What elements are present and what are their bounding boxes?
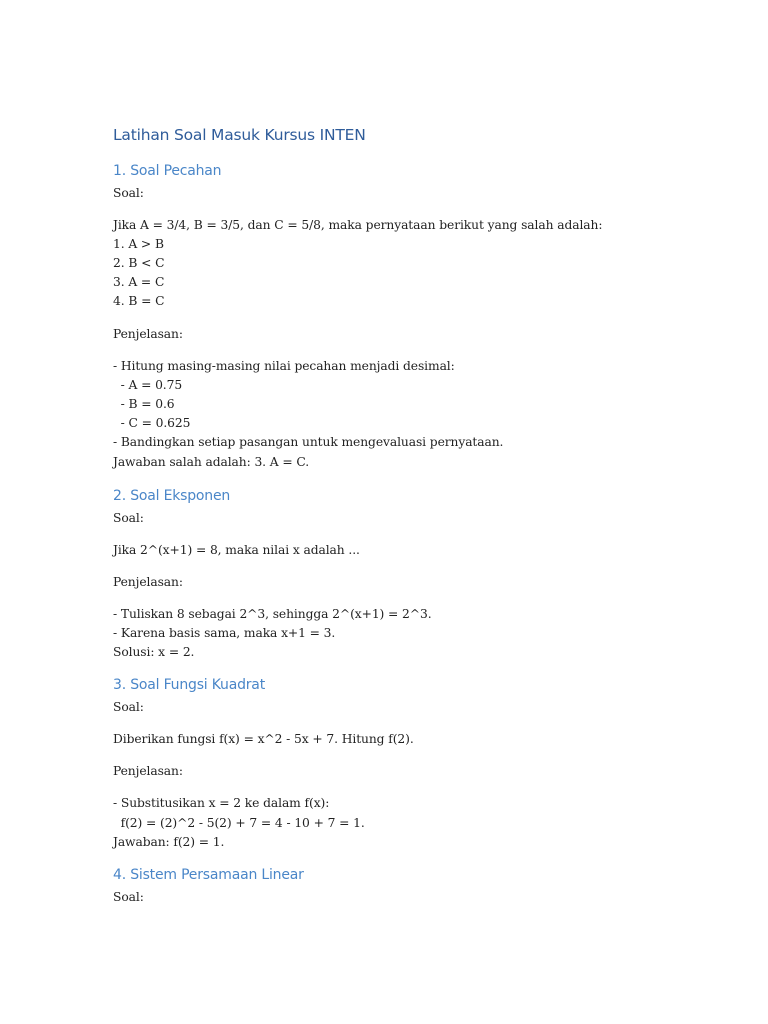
answer-line: Jawaban salah adalah: 3. A = C. xyxy=(113,455,310,469)
explanation-line: - C = 0.625 xyxy=(113,416,191,430)
soal-label: Soal: xyxy=(113,700,144,714)
section-heading: 1. Soal Pecahan xyxy=(113,163,222,179)
explanation-line: - Karena basis sama, maka x+1 = 3. xyxy=(113,626,336,640)
question-text: Diberikan fungsi f(x) = x^2 - 5x + 7. Hitung f(2). xyxy=(113,732,414,746)
answer-line: Jawaban: f(2) = 1. xyxy=(113,835,225,849)
option-item: 1. A > B xyxy=(113,237,164,251)
explanation-label: Penjelasan: xyxy=(113,575,183,589)
section-heading: 2. Soal Eksponen xyxy=(113,488,231,504)
question-text: Jika A = 3/4, B = 3/5, dan C = 5/8, maka pernyataan berikut yang salah adalah: xyxy=(113,218,603,232)
answer-line: Solusi: x = 2. xyxy=(113,645,195,659)
soal-label: Soal: xyxy=(113,186,144,200)
document-title: Latihan Soal Masuk Kursus INTEN xyxy=(113,126,366,144)
explanation-label: Penjelasan: xyxy=(113,764,183,778)
question-text: Jika 2^(x+1) = 8, maka nilai x adalah ... xyxy=(113,543,360,557)
explanation-line: - Substitusikan x = 2 ke dalam f(x): xyxy=(113,796,330,810)
explanation-line: - Tuliskan 8 sebagai 2^3, sehingga 2^(x+1) = 2^3. xyxy=(113,607,432,621)
soal-label: Soal: xyxy=(113,511,144,525)
option-item: 3. A = C xyxy=(113,275,165,289)
option-item: 2. B < C xyxy=(113,256,165,270)
explanation-line: - A = 0.75 xyxy=(113,378,183,392)
soal-label: Soal: xyxy=(113,890,144,904)
explanation-line: f(2) = (2)^2 - 5(2) + 7 = 4 - 10 + 7 = 1. xyxy=(113,816,365,830)
option-item: 4. B = C xyxy=(113,294,165,308)
section-heading: 4. Sistem Persamaan Linear xyxy=(113,867,304,883)
explanation-label: Penjelasan: xyxy=(113,327,183,341)
section-heading: 3. Soal Fungsi Kuadrat xyxy=(113,677,265,693)
explanation-line: - Hitung masing-masing nilai pecahan menjadi desimal: xyxy=(113,359,455,373)
explanation-line: - B = 0.6 xyxy=(113,397,175,411)
explanation-line: - Bandingkan setiap pasangan untuk mengevaluasi pernyataan. xyxy=(113,435,504,449)
